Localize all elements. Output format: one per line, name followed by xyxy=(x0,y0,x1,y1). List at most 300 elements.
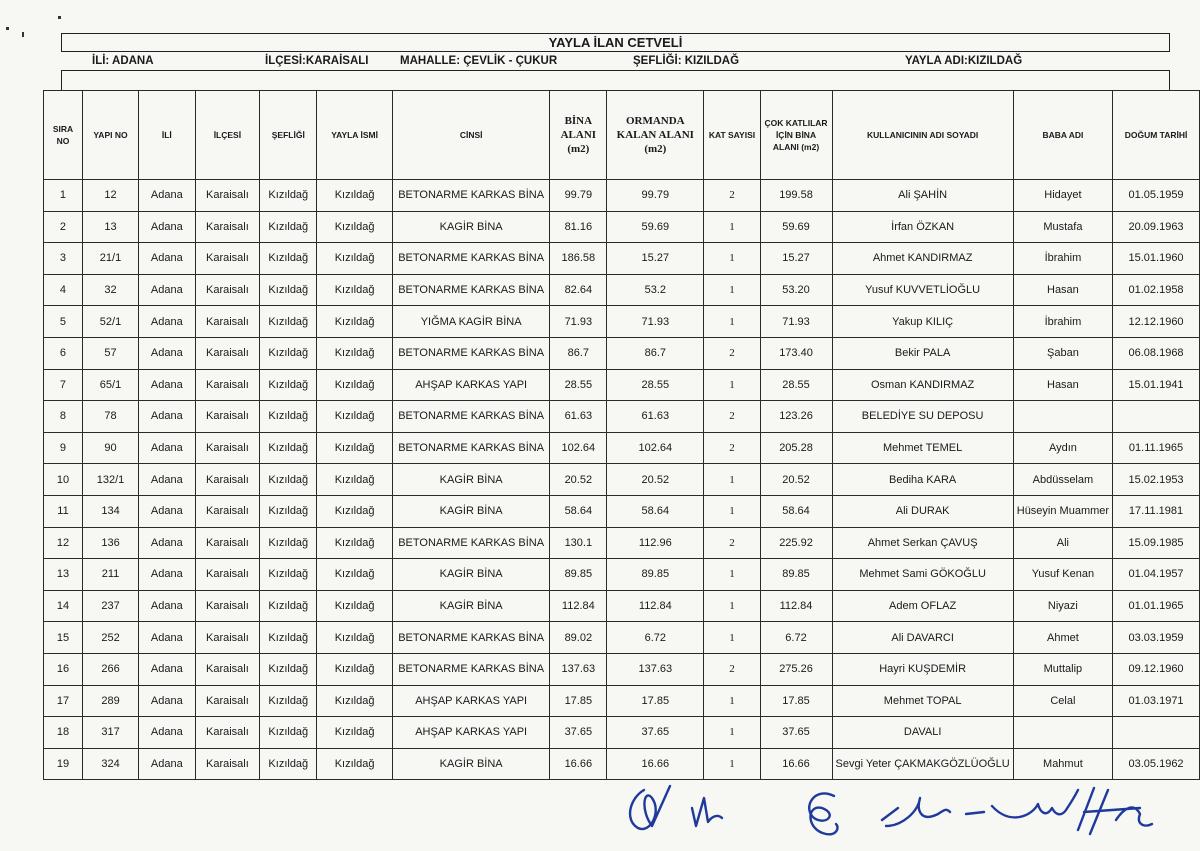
row-kullanici: Ali DAVARCI xyxy=(832,622,1013,654)
row-ormanda-kalan: 89.85 xyxy=(607,559,704,591)
row-cinsi: AHŞAP KARKAS YAPI xyxy=(392,369,550,401)
table-row xyxy=(44,211,1200,243)
row-ilce: Karaisalı xyxy=(195,622,260,654)
row-yayla: Kızıldağ xyxy=(317,401,393,433)
row-kat-sayisi: 1 xyxy=(704,369,760,401)
row-il: Adana xyxy=(139,590,195,622)
table-body xyxy=(44,180,1200,780)
row-baba-adi: Hüseyin Muammer xyxy=(1013,495,1112,527)
info-seflik: ŞEFLİĞİ: KIZILDAĞ xyxy=(633,55,740,67)
row-yayla: Kızıldağ xyxy=(317,337,393,369)
row-baba-adi: Abdüsselam xyxy=(1013,464,1112,496)
row-il: Adana xyxy=(139,495,195,527)
handwritten-signatures-icon xyxy=(600,768,1180,848)
row-dogum-tarihi xyxy=(1113,717,1200,749)
row-kullanici: Ahmet KANDIRMAZ xyxy=(832,243,1013,275)
row-kat-sayisi: 1 xyxy=(704,274,760,306)
row-yapi-no: 52/1 xyxy=(82,306,138,338)
row-il: Adana xyxy=(139,685,195,717)
row-seflik: Kızıldağ xyxy=(260,622,317,654)
header-kullanici: KULLANICININ ADI SOYADI xyxy=(832,91,1013,180)
row-dogum-tarihi: 15.01.1941 xyxy=(1113,369,1200,401)
table-row xyxy=(44,622,1200,654)
row-baba-adi: İbrahim xyxy=(1013,243,1112,275)
row-ilce: Karaisalı xyxy=(195,748,260,780)
row-kullanici: BELEDİYE SU DEPOSU xyxy=(832,401,1013,433)
row-kullanici: İrfan ÖZKAN xyxy=(832,211,1013,243)
row-sira: 19 xyxy=(44,748,83,780)
row-cinsi: BETONARME KARKAS BİNA xyxy=(392,401,550,433)
row-yayla: Kızıldağ xyxy=(317,180,393,212)
row-yapi-no: 65/1 xyxy=(82,369,138,401)
row-seflik: Kızıldağ xyxy=(260,243,317,275)
table-row xyxy=(44,590,1200,622)
row-ilce: Karaisalı xyxy=(195,243,260,275)
row-dogum-tarihi: 03.05.1962 xyxy=(1113,748,1200,780)
row-cok-katlilar: 112.84 xyxy=(760,590,832,622)
row-bina-alani: 99.79 xyxy=(550,180,607,212)
table-row xyxy=(44,337,1200,369)
row-dogum-tarihi: 15.09.1985 xyxy=(1113,527,1200,559)
info-ilce: İLÇESİ:KARAİSALI xyxy=(265,55,369,67)
row-baba-adi: İbrahim xyxy=(1013,306,1112,338)
row-ormanda-kalan: 112.84 xyxy=(607,590,704,622)
header-ormanda-kalan-alani: ORMANDA KALAN ALANI (m2) xyxy=(607,91,704,180)
row-yapi-no: 211 xyxy=(82,559,138,591)
row-yapi-no: 13 xyxy=(82,211,138,243)
row-cok-katlilar: 17.85 xyxy=(760,685,832,717)
row-kat-sayisi: 1 xyxy=(704,622,760,654)
row-yayla: Kızıldağ xyxy=(317,590,393,622)
row-yapi-no: 317 xyxy=(82,717,138,749)
row-sira: 14 xyxy=(44,590,83,622)
row-cinsi: YIĞMA KAGİR BİNA xyxy=(392,306,550,338)
table-row xyxy=(44,495,1200,527)
row-baba-adi: Hidayet xyxy=(1013,180,1112,212)
row-ormanda-kalan: 20.52 xyxy=(607,464,704,496)
table-row xyxy=(44,653,1200,685)
row-yapi-no: 237 xyxy=(82,590,138,622)
row-dogum-tarihi: 06.08.1968 xyxy=(1113,337,1200,369)
row-baba-adi: Ali xyxy=(1013,527,1112,559)
row-ormanda-kalan: 53.2 xyxy=(607,274,704,306)
row-cok-katlilar: 205.28 xyxy=(760,432,832,464)
row-seflik: Kızıldağ xyxy=(260,369,317,401)
row-ormanda-kalan: 28.55 xyxy=(607,369,704,401)
row-cok-katlilar: 6.72 xyxy=(760,622,832,654)
row-baba-adi: Ahmet xyxy=(1013,622,1112,654)
row-kat-sayisi: 1 xyxy=(704,685,760,717)
row-il: Adana xyxy=(139,369,195,401)
row-cok-katlilar: 37.65 xyxy=(760,717,832,749)
table-row xyxy=(44,180,1200,212)
row-il: Adana xyxy=(139,274,195,306)
row-baba-adi xyxy=(1013,717,1112,749)
row-baba-adi: Muttalip xyxy=(1013,653,1112,685)
table-row xyxy=(44,717,1200,749)
row-kullanici: Mehmet TOPAL xyxy=(832,685,1013,717)
row-il: Adana xyxy=(139,432,195,464)
row-kullanici: Adem OFLAZ xyxy=(832,590,1013,622)
row-cinsi: KAGİR BİNA xyxy=(392,211,550,243)
header-dogum-tarihi: DOĞUM TARİHİ xyxy=(1113,91,1200,180)
header-kat-sayisi: KAT SAYISI xyxy=(704,91,760,180)
row-cinsi: BETONARME KARKAS BİNA xyxy=(392,527,550,559)
row-kullanici: DAVALI xyxy=(832,717,1013,749)
row-yapi-no: 21/1 xyxy=(82,243,138,275)
row-bina-alani: 58.64 xyxy=(550,495,607,527)
header-ili: İLİ xyxy=(139,91,195,180)
row-il: Adana xyxy=(139,748,195,780)
row-il: Adana xyxy=(139,559,195,591)
row-kat-sayisi: 1 xyxy=(704,464,760,496)
row-dogum-tarihi: 03.03.1959 xyxy=(1113,622,1200,654)
header-sira: SIRA NO xyxy=(44,91,83,180)
row-il: Adana xyxy=(139,211,195,243)
row-ormanda-kalan: 112.96 xyxy=(607,527,704,559)
row-yayla: Kızıldağ xyxy=(317,622,393,654)
row-dogum-tarihi: 01.05.1959 xyxy=(1113,180,1200,212)
table-row xyxy=(44,306,1200,338)
row-bina-alani: 112.84 xyxy=(550,590,607,622)
row-sira: 18 xyxy=(44,717,83,749)
row-seflik: Kızıldağ xyxy=(260,653,317,685)
row-bina-alani: 89.02 xyxy=(550,622,607,654)
row-seflik: Kızıldağ xyxy=(260,401,317,433)
row-ilce: Karaisalı xyxy=(195,527,260,559)
table-row xyxy=(44,432,1200,464)
row-bina-alani: 130.1 xyxy=(550,527,607,559)
row-yayla: Kızıldağ xyxy=(317,559,393,591)
row-yapi-no: 324 xyxy=(82,748,138,780)
row-seflik: Kızıldağ xyxy=(260,337,317,369)
row-yayla: Kızıldağ xyxy=(317,527,393,559)
row-cok-katlilar: 15.27 xyxy=(760,243,832,275)
row-kat-sayisi: 2 xyxy=(704,527,760,559)
row-yapi-no: 90 xyxy=(82,432,138,464)
row-ilce: Karaisalı xyxy=(195,464,260,496)
row-yayla: Kızıldağ xyxy=(317,306,393,338)
table-row xyxy=(44,464,1200,496)
row-cok-katlilar: 173.40 xyxy=(760,337,832,369)
table-row xyxy=(44,559,1200,591)
row-baba-adi: Mahmut xyxy=(1013,748,1112,780)
row-il: Adana xyxy=(139,464,195,496)
row-il: Adana xyxy=(139,717,195,749)
row-cinsi: BETONARME KARKAS BİNA xyxy=(392,274,550,306)
row-seflik: Kızıldağ xyxy=(260,211,317,243)
row-sira: 3 xyxy=(44,243,83,275)
row-kullanici: Ali DURAK xyxy=(832,495,1013,527)
row-kullanici: Hayri KUŞDEMİR xyxy=(832,653,1013,685)
row-yayla: Kızıldağ xyxy=(317,274,393,306)
table-row xyxy=(44,685,1200,717)
row-bina-alani: 71.93 xyxy=(550,306,607,338)
row-dogum-tarihi: 01.03.1971 xyxy=(1113,685,1200,717)
row-il: Adana xyxy=(139,653,195,685)
row-sira: 1 xyxy=(44,180,83,212)
row-cok-katlilar: 123.26 xyxy=(760,401,832,433)
row-cok-katlilar: 20.52 xyxy=(760,464,832,496)
row-cinsi: KAGİR BİNA xyxy=(392,748,550,780)
row-kullanici: Osman KANDIRMAZ xyxy=(832,369,1013,401)
row-ilce: Karaisalı xyxy=(195,369,260,401)
row-cinsi: KAGİR BİNA xyxy=(392,559,550,591)
row-cok-katlilar: 28.55 xyxy=(760,369,832,401)
row-bina-alani: 81.16 xyxy=(550,211,607,243)
row-bina-alani: 186.58 xyxy=(550,243,607,275)
row-ilce: Karaisalı xyxy=(195,685,260,717)
row-sira: 8 xyxy=(44,401,83,433)
row-seflik: Kızıldağ xyxy=(260,590,317,622)
row-kat-sayisi: 1 xyxy=(704,495,760,527)
row-ormanda-kalan: 6.72 xyxy=(607,622,704,654)
row-il: Adana xyxy=(139,401,195,433)
info-mahalle: MAHALLE: ÇEVLİK - ÇUKUR xyxy=(400,55,558,67)
row-baba-adi: Yusuf Kenan xyxy=(1013,559,1112,591)
row-ilce: Karaisalı xyxy=(195,337,260,369)
row-cok-katlilar: 71.93 xyxy=(760,306,832,338)
row-cok-katlilar: 225.92 xyxy=(760,527,832,559)
row-cinsi: BETONARME KARKAS BİNA xyxy=(392,432,550,464)
header-cinsi: CİNSİ xyxy=(392,91,550,180)
row-ilce: Karaisalı xyxy=(195,717,260,749)
row-kat-sayisi: 1 xyxy=(704,748,760,780)
row-ormanda-kalan: 17.85 xyxy=(607,685,704,717)
row-yapi-no: 12 xyxy=(82,180,138,212)
page-title: YAYLA İLAN CETVELİ xyxy=(61,33,1170,52)
row-yapi-no: 78 xyxy=(82,401,138,433)
row-sira: 4 xyxy=(44,274,83,306)
row-seflik: Kızıldağ xyxy=(260,748,317,780)
row-cok-katlilar: 16.66 xyxy=(760,748,832,780)
row-cinsi: KAGİR BİNA xyxy=(392,464,550,496)
row-seflik: Kızıldağ xyxy=(260,685,317,717)
row-bina-alani: 61.63 xyxy=(550,401,607,433)
row-seflik: Kızıldağ xyxy=(260,527,317,559)
row-dogum-tarihi: 15.02.1953 xyxy=(1113,464,1200,496)
row-seflik: Kızıldağ xyxy=(260,559,317,591)
row-sira: 11 xyxy=(44,495,83,527)
row-seflik: Kızıldağ xyxy=(260,717,317,749)
row-bina-alani: 20.52 xyxy=(550,464,607,496)
row-bina-alani: 17.85 xyxy=(550,685,607,717)
row-seflik: Kızıldağ xyxy=(260,495,317,527)
row-ilce: Karaisalı xyxy=(195,180,260,212)
info-yayla: YAYLA ADI:KIZILDAĞ xyxy=(905,55,1023,67)
row-kullanici: Bekir PALA xyxy=(832,337,1013,369)
header-baba-adi: BABA ADI xyxy=(1013,91,1112,180)
row-yayla: Kızıldağ xyxy=(317,464,393,496)
row-dogum-tarihi: 12.12.1960 xyxy=(1113,306,1200,338)
row-cinsi: BETONARME KARKAS BİNA xyxy=(392,243,550,275)
row-baba-adi: Şaban xyxy=(1013,337,1112,369)
data-table xyxy=(43,90,1200,780)
row-kullanici: Sevgi Yeter ÇAKMAKGÖZLÜOĞLU xyxy=(832,748,1013,780)
row-yayla: Kızıldağ xyxy=(317,717,393,749)
scan-speck xyxy=(58,16,61,19)
row-il: Adana xyxy=(139,527,195,559)
info-il: İLİ: ADANA xyxy=(92,55,154,67)
row-kat-sayisi: 2 xyxy=(704,401,760,433)
row-yayla: Kızıldağ xyxy=(317,211,393,243)
row-sira: 16 xyxy=(44,653,83,685)
row-kat-sayisi: 2 xyxy=(704,337,760,369)
row-yayla: Kızıldağ xyxy=(317,432,393,464)
row-cinsi: KAGİR BİNA xyxy=(392,495,550,527)
header-ilcesi: İLÇESİ xyxy=(195,91,260,180)
row-yayla: Kızıldağ xyxy=(317,653,393,685)
row-sira: 2 xyxy=(44,211,83,243)
row-ilce: Karaisalı xyxy=(195,306,260,338)
row-dogum-tarihi: 01.04.1957 xyxy=(1113,559,1200,591)
row-sira: 5 xyxy=(44,306,83,338)
row-cinsi: AHŞAP KARKAS YAPI xyxy=(392,717,550,749)
row-sira: 10 xyxy=(44,464,83,496)
row-yapi-no: 134 xyxy=(82,495,138,527)
row-baba-adi: Niyazi xyxy=(1013,590,1112,622)
row-ilce: Karaisalı xyxy=(195,401,260,433)
row-kat-sayisi: 1 xyxy=(704,590,760,622)
row-cok-katlilar: 59.69 xyxy=(760,211,832,243)
row-dogum-tarihi: 01.11.1965 xyxy=(1113,432,1200,464)
row-ilce: Karaisalı xyxy=(195,590,260,622)
row-sira: 17 xyxy=(44,685,83,717)
row-il: Adana xyxy=(139,337,195,369)
row-bina-alani: 37.65 xyxy=(550,717,607,749)
row-bina-alani: 28.55 xyxy=(550,369,607,401)
row-kullanici: Ali ŞAHİN xyxy=(832,180,1013,212)
row-cok-katlilar: 58.64 xyxy=(760,495,832,527)
row-seflik: Kızıldağ xyxy=(260,180,317,212)
row-dogum-tarihi: 01.01.1965 xyxy=(1113,590,1200,622)
row-ormanda-kalan: 137.63 xyxy=(607,653,704,685)
row-cok-katlilar: 53.20 xyxy=(760,274,832,306)
row-ilce: Karaisalı xyxy=(195,274,260,306)
row-yapi-no: 132/1 xyxy=(82,464,138,496)
header-yapi-no: YAPI NO xyxy=(82,91,138,180)
row-sira: 13 xyxy=(44,559,83,591)
row-bina-alani: 16.66 xyxy=(550,748,607,780)
header-row xyxy=(44,91,1200,180)
row-cinsi: KAGİR BİNA xyxy=(392,590,550,622)
row-yapi-no: 57 xyxy=(82,337,138,369)
row-cinsi: BETONARME KARKAS BİNA xyxy=(392,180,550,212)
row-kat-sayisi: 2 xyxy=(704,180,760,212)
row-dogum-tarihi: 17.11.1981 xyxy=(1113,495,1200,527)
row-bina-alani: 82.64 xyxy=(550,274,607,306)
row-sira: 12 xyxy=(44,527,83,559)
scan-speck xyxy=(6,27,9,30)
row-ormanda-kalan: 37.65 xyxy=(607,717,704,749)
row-dogum-tarihi: 20.09.1963 xyxy=(1113,211,1200,243)
row-cinsi: BETONARME KARKAS BİNA xyxy=(392,653,550,685)
row-yapi-no: 136 xyxy=(82,527,138,559)
row-kullanici: Bediha KARA xyxy=(832,464,1013,496)
table-row xyxy=(44,369,1200,401)
row-yapi-no: 252 xyxy=(82,622,138,654)
row-ormanda-kalan: 71.93 xyxy=(607,306,704,338)
row-seflik: Kızıldağ xyxy=(260,464,317,496)
row-kat-sayisi: 1 xyxy=(704,211,760,243)
row-bina-alani: 137.63 xyxy=(550,653,607,685)
table-row xyxy=(44,527,1200,559)
row-baba-adi xyxy=(1013,401,1112,433)
row-ormanda-kalan: 99.79 xyxy=(607,180,704,212)
row-il: Adana xyxy=(139,622,195,654)
row-baba-adi: Celal xyxy=(1013,685,1112,717)
row-kullanici: Mehmet Sami GÖKOĞLU xyxy=(832,559,1013,591)
row-yayla: Kızıldağ xyxy=(317,495,393,527)
row-kullanici: Ahmet Serkan ÇAVUŞ xyxy=(832,527,1013,559)
row-yapi-no: 266 xyxy=(82,653,138,685)
row-sira: 9 xyxy=(44,432,83,464)
row-yayla: Kızıldağ xyxy=(317,369,393,401)
header-cok-katlilar: ÇOK KATLILAR İÇİN BİNA ALANI (m2) xyxy=(760,91,832,180)
row-ilce: Karaisalı xyxy=(195,495,260,527)
header-yayla-ismi: YAYLA İSMİ xyxy=(317,91,393,180)
row-baba-adi: Mustafa xyxy=(1013,211,1112,243)
row-baba-adi: Hasan xyxy=(1013,369,1112,401)
row-kat-sayisi: 2 xyxy=(704,653,760,685)
table-frame xyxy=(61,70,1170,90)
row-ormanda-kalan: 15.27 xyxy=(607,243,704,275)
row-bina-alani: 86.7 xyxy=(550,337,607,369)
row-ilce: Karaisalı xyxy=(195,432,260,464)
row-ilce: Karaisalı xyxy=(195,211,260,243)
table-row xyxy=(44,274,1200,306)
row-kullanici: Yakup KILIÇ xyxy=(832,306,1013,338)
row-cok-katlilar: 89.85 xyxy=(760,559,832,591)
row-ormanda-kalan: 86.7 xyxy=(607,337,704,369)
table-row xyxy=(44,243,1200,275)
row-ormanda-kalan: 61.63 xyxy=(607,401,704,433)
header-bina-alani: BİNA ALANI (m2) xyxy=(550,91,607,180)
row-baba-adi: Aydın xyxy=(1013,432,1112,464)
row-kat-sayisi: 2 xyxy=(704,432,760,464)
row-cinsi: BETONARME KARKAS BİNA xyxy=(392,337,550,369)
row-ilce: Karaisalı xyxy=(195,653,260,685)
row-yapi-no: 32 xyxy=(82,274,138,306)
row-kat-sayisi: 1 xyxy=(704,717,760,749)
header-sefligi: ŞEFLİĞİ xyxy=(260,91,317,180)
row-bina-alani: 102.64 xyxy=(550,432,607,464)
row-cok-katlilar: 199.58 xyxy=(760,180,832,212)
scan-speck xyxy=(22,32,24,37)
row-ilce: Karaisalı xyxy=(195,559,260,591)
row-dogum-tarihi: 15.01.1960 xyxy=(1113,243,1200,275)
row-seflik: Kızıldağ xyxy=(260,274,317,306)
row-dogum-tarihi: 09.12.1960 xyxy=(1113,653,1200,685)
row-ormanda-kalan: 16.66 xyxy=(607,748,704,780)
row-dogum-tarihi: 01.02.1958 xyxy=(1113,274,1200,306)
row-il: Adana xyxy=(139,180,195,212)
row-seflik: Kızıldağ xyxy=(260,306,317,338)
row-ormanda-kalan: 102.64 xyxy=(607,432,704,464)
row-yapi-no: 289 xyxy=(82,685,138,717)
row-cinsi: BETONARME KARKAS BİNA xyxy=(392,622,550,654)
row-yayla: Kızıldağ xyxy=(317,243,393,275)
row-dogum-tarihi xyxy=(1113,401,1200,433)
row-il: Adana xyxy=(139,243,195,275)
row-baba-adi: Hasan xyxy=(1013,274,1112,306)
row-kullanici: Yusuf KUVVETLİOĞLU xyxy=(832,274,1013,306)
row-kullanici: Mehmet TEMEL xyxy=(832,432,1013,464)
row-ormanda-kalan: 59.69 xyxy=(607,211,704,243)
row-yayla: Kızıldağ xyxy=(317,748,393,780)
row-kat-sayisi: 1 xyxy=(704,559,760,591)
row-ormanda-kalan: 58.64 xyxy=(607,495,704,527)
